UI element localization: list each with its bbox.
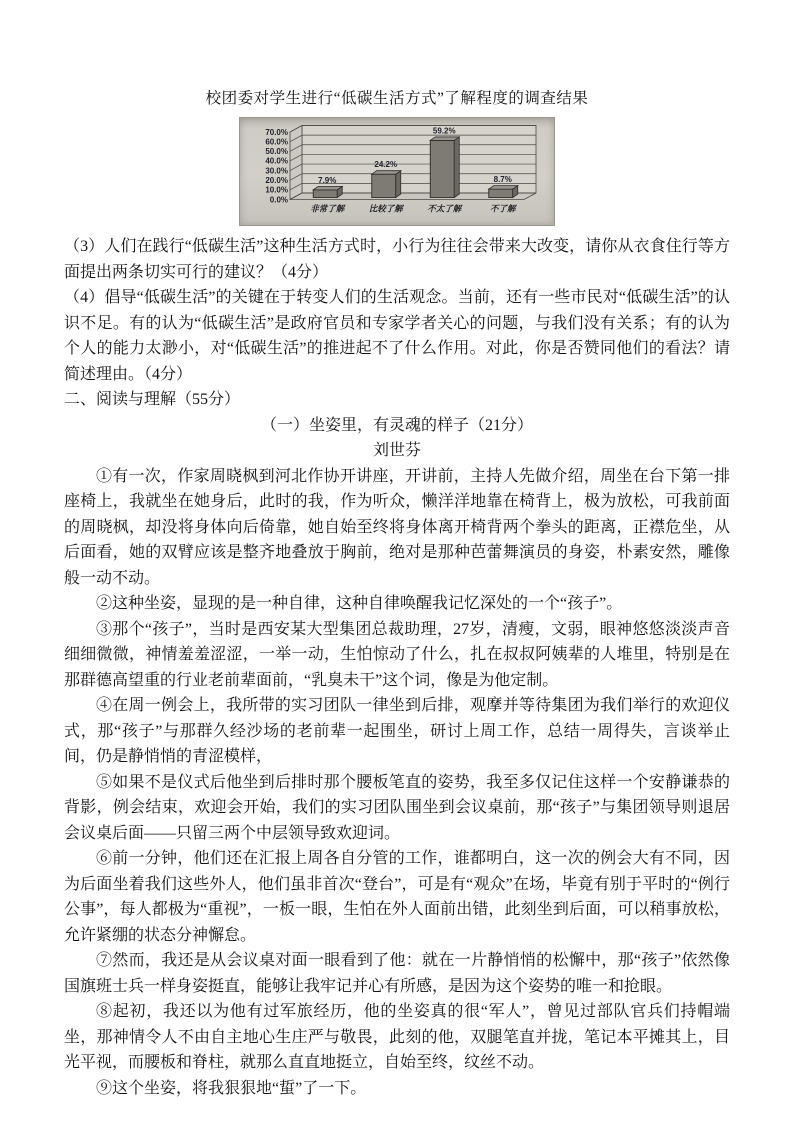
paragraph-9: ⑨这个坐姿，将我狠狠地“蜇”了一下。 bbox=[96, 1079, 367, 1097]
y-axis-tick-label: 30.0% bbox=[265, 166, 288, 176]
bar-side-1 bbox=[396, 171, 401, 198]
paragraph-7: ⑦然而，我还是从会议桌对面一眼看到了他：就在一片静悄悄的松懈中，那“孩子”依然像国旗班士兵一样身姿挺直，能够让我牢记并心有所感，是因为这个姿势的唯一和抢眼。 bbox=[64, 952, 730, 995]
y-axis-tick-label: 20.0% bbox=[265, 176, 288, 186]
x-axis-category-label: 比较了解 bbox=[368, 203, 403, 214]
question-3: （3）人们在践行“低碳生活”这种生活方式时，小行为往往会带来大改变，请你从衣食住行等方面提出两条切实可行的建议？（4分） bbox=[64, 238, 730, 281]
paragraph-3: ③那个“孩子”，当时是西安某大型集团总裁助理，27岁，清瘦，文弱，眼神悠悠淡淡声音细细微微，神情羞羞涩涩，一举一动，生怕惊动了什么，扎在叔叔阿姨辈的人堆里，特别是在那群德高望重的行业老前辈面前，“乳臭未干”这个词，像是为他定制。 bbox=[64, 620, 730, 689]
bar-3 bbox=[489, 189, 513, 197]
y-axis-tick-label: 70.0% bbox=[265, 127, 288, 137]
bar-value-label: 59.2% bbox=[432, 126, 456, 136]
bar-value-label: 8.7% bbox=[493, 175, 512, 185]
x-axis-category-label: 非常了解 bbox=[310, 203, 345, 214]
bar-top-1 bbox=[372, 171, 401, 175]
paragraph-1: ①有一次，作家周晓枫到河北作协开讲座，开讲前，主持人先做介绍，周坐在台下第一排座椅上，我就坐在她身后，此时的我，作为听众，懒洋洋地靠在椅背上，极为放松，可我前面的周晓枫，却没将身体向后倚靠，她自始至终将身体离开椅背两个拳头的距离，正襟危坐，从后面看，她的双臂应该是整齐地叠放于胸前，绝对是那种芭蕾舞演员的身姿，朴素安然，雕像般一动不动。 bbox=[64, 467, 730, 587]
section-heading: 二、阅读与理解（55分） bbox=[64, 391, 241, 408]
y-axis-tick-label: 60.0% bbox=[265, 137, 288, 147]
paragraph-6: ⑥前一分钟，他们还在汇报上周各自分管的工作，谁都明白，这一次的例会大有不同，因为后面坐着我们这些外人，他们虽非首次“登台”，可是有“观众”在场，毕竟有别于平时的“例行公事”，每人都极为“重视”，一板一眼，生怕在外人面前出错，此刻坐到后面，可以稍事放松，允许紧绷的状态分神懈怠。 bbox=[64, 850, 730, 944]
bar-value-label: 24.2% bbox=[374, 160, 398, 170]
y-axis-tick-label: 10.0% bbox=[265, 185, 288, 195]
x-axis-category-label: 不了解 bbox=[489, 203, 516, 214]
bar-0 bbox=[313, 190, 337, 198]
chart-title: 校团委对学生进行“低碳生活方式”了解程度的调查结果 bbox=[205, 90, 589, 107]
bar-1 bbox=[372, 174, 396, 197]
bar-2 bbox=[430, 140, 454, 197]
x-axis-category-label: 不太了解 bbox=[427, 203, 462, 214]
paragraph-5: ⑤如果不是仪式后他坐到后排时那个腰板笔直的姿势，我至多仅记住这样一个安静谦恭的背影，例会结束，欢迎会开始，我们的实习团队围坐到会议桌前，那“孩子”与集团领导则退居会议桌后面——只留三两个中层领导致欢迎词。 bbox=[64, 773, 730, 842]
bar-side-2 bbox=[454, 137, 459, 198]
bar-top-2 bbox=[430, 137, 459, 141]
reading-piece-title: （一）坐姿里，有灵魂的样子（21分） bbox=[260, 416, 533, 434]
bar-top-3 bbox=[489, 186, 518, 190]
paragraph-2: ②这种坐姿，显现的是一种自律，这种自律唤醒我记忆深处的一个“孩子”。 bbox=[96, 595, 623, 612]
paragraph-8: ⑧起初，我还以为他有过军旅经历，他的坐姿真的很“军人”，曾见过部队官兵们持帽端坐，那神情令人不由自主地心生庄严与敬畏，此刻的他，双腿笔直并拢，笔记本平摊其上，目光平视，而腰板和脊柱，就那么直直地挺立，自始至终，纹丝不动。 bbox=[64, 1003, 730, 1071]
y-axis-tick-label: 40.0% bbox=[265, 156, 288, 166]
survey-bar-chart bbox=[240, 118, 552, 223]
chart-left-wall bbox=[290, 126, 302, 200]
y-axis-tick-label: 0.0% bbox=[269, 195, 288, 205]
y-axis-tick-label: 50.0% bbox=[265, 147, 288, 157]
bar-value-label: 7.9% bbox=[318, 175, 337, 185]
paragraph-4: ④在周一例会上，我所带的实习团队一律坐到后排，观摩并等待集团为我们举行的欢迎仪式，那“孩子”与那群久经沙场的老前辈一起围坐，研讨上周工作，总结一周得失，言谈举止间，仍是静悄悄的青涩模样， bbox=[64, 697, 730, 765]
question-4: （4）倡导“低碳生活”的关键在于转变人们的生活观念。当前，还有一些市民对“低碳生活”的认识不足。有的认为“低碳生活”是政府官员和专家学者关心的问题，与我们没有关系；有的认为个人的能力太渺小，对“低碳生活”的推进起不了什么作用。对此，你是否赞同他们的看法？请简述理由。（4分） bbox=[64, 289, 730, 383]
bar-top-0 bbox=[313, 186, 342, 190]
survey-bar-chart-photo bbox=[239, 117, 555, 226]
reading-author: 刘世芬 bbox=[372, 442, 421, 459]
